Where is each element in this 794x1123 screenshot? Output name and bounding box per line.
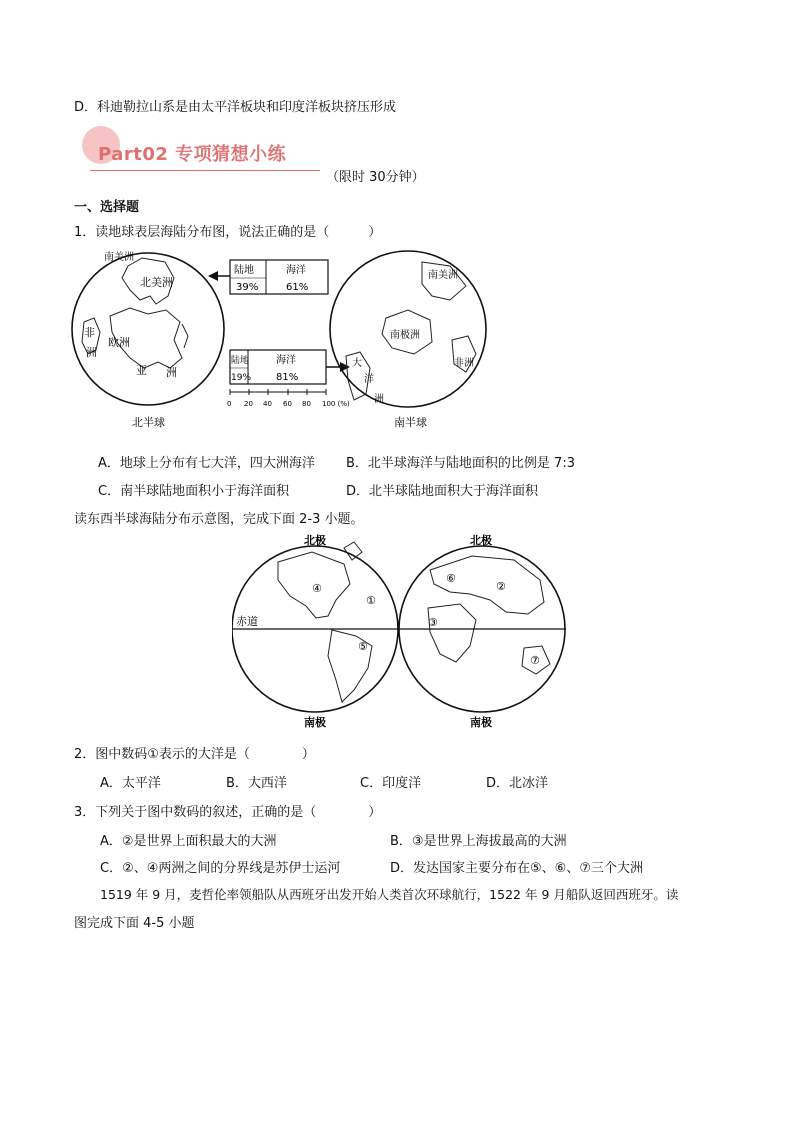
scale-tick-40: 40 bbox=[263, 400, 272, 408]
north-land-ocean-box bbox=[230, 260, 328, 294]
south-label-oceania-3: 洲 bbox=[374, 394, 384, 405]
q2-option-a[interactable]: A．太平洋 bbox=[100, 776, 161, 791]
q2-option-c[interactable]: C．印度洋 bbox=[360, 776, 422, 791]
equator-label: 赤道 bbox=[236, 615, 258, 628]
percent-scale bbox=[227, 389, 350, 408]
q3-option-d[interactable]: D．发达国家主要分布在⑤、⑥、⑦三个大洲 bbox=[390, 861, 643, 876]
north-label-asia-2: 洲 bbox=[166, 366, 177, 379]
north-label-asia-1: 亚 bbox=[136, 364, 147, 377]
part-underline bbox=[90, 170, 320, 171]
marker-5: ⑤ bbox=[358, 640, 368, 653]
q3-option-b[interactable]: B．③是世界上海拔最高的大洲 bbox=[390, 834, 567, 849]
south-box-ocean-value: 81% bbox=[276, 372, 299, 383]
marker-4: ④ bbox=[312, 582, 322, 595]
north-label-north-america: 北美洲 bbox=[140, 276, 173, 289]
north-box-ocean-label: 海洋 bbox=[286, 265, 306, 276]
intro-q4-q5-line1: 1519 年 9 月，麦哲伦率领船队从西班牙出发开始人类首次环球航行，1522 年 9 月船队返回西班牙。读 bbox=[100, 887, 679, 902]
q3-option-a[interactable]: A．②是世界上面积最大的大洲 bbox=[100, 834, 277, 849]
north-label-africa-1: 非 bbox=[84, 326, 95, 339]
q1-option-b[interactable]: B．北半球海洋与陆地面积的比例是 7:3 bbox=[346, 456, 575, 471]
scale-tick-60: 60 bbox=[283, 400, 292, 408]
previous-option-d: D．科迪勒拉山系是由太平洋板块和印度洋板块挤压形成 bbox=[74, 100, 397, 115]
q1-stem: 1．读地球表层海陆分布图，说法正确的是（ ） bbox=[74, 225, 382, 240]
south-label-antarctica: 南极洲 bbox=[390, 330, 420, 341]
north-box-land-label: 陆地 bbox=[234, 265, 254, 276]
marker-1: ① bbox=[366, 594, 376, 607]
intro-q2-q3: 读东西半球海陆分布示意图，完成下面 2-3 小题。 bbox=[74, 512, 364, 527]
north-label-south-america: 南美洲 bbox=[104, 252, 134, 263]
marker-7: ⑦ bbox=[530, 654, 540, 667]
marker-6: ⑥ bbox=[446, 572, 456, 585]
south-land-ocean-box bbox=[230, 350, 326, 384]
north-hemisphere-map bbox=[72, 250, 224, 429]
east-west-hemisphere-figure bbox=[232, 530, 566, 730]
south-label-oceania-1: 大 bbox=[352, 358, 362, 369]
south-box-land-value: 19% bbox=[231, 373, 252, 383]
south-hemisphere-map bbox=[330, 251, 486, 429]
north-box-ocean-value: 61% bbox=[286, 282, 309, 293]
marker-3: ③ bbox=[428, 616, 438, 629]
time-limit: （限时 30分钟） bbox=[326, 170, 425, 185]
arrow-head-north bbox=[208, 271, 218, 281]
scale-tick-80: 80 bbox=[302, 400, 311, 408]
north-hemisphere-label: 北半球 bbox=[132, 416, 165, 429]
q2-option-b[interactable]: B．大西洋 bbox=[226, 776, 287, 791]
south-hemisphere-label: 南半球 bbox=[394, 416, 427, 429]
south-box-ocean-label: 海洋 bbox=[276, 355, 296, 366]
west-north-pole-label: 北极 bbox=[304, 534, 326, 547]
scale-tick-0: 0 bbox=[227, 400, 232, 408]
q1-option-d[interactable]: D．北半球陆地面积大于海洋面积 bbox=[346, 484, 539, 499]
scale-tick-100: 100 (%) bbox=[322, 400, 350, 408]
q1-figure-hemispheres bbox=[70, 244, 500, 434]
q2-option-d[interactable]: D．北冰洋 bbox=[486, 776, 549, 791]
q1-option-a[interactable]: A．地球上分布有七大洋，四大洲海洋 bbox=[98, 456, 315, 471]
q3-option-c[interactable]: C．②、④两洲之间的分界线是苏伊士运河 bbox=[100, 861, 341, 876]
south-box-land-label: 陆地 bbox=[231, 356, 250, 366]
north-label-africa-2: 洲 bbox=[86, 346, 97, 359]
q1-option-c[interactable]: C．南半球陆地面积小于海洋面积 bbox=[98, 484, 290, 499]
north-label-europe: 欧洲 bbox=[108, 336, 130, 349]
q3-stem: 3．下列关于图中数码的叙述，正确的是（ ） bbox=[74, 805, 382, 820]
north-box-land-value: 39% bbox=[236, 282, 259, 293]
part-title: Part02 专项猜想小练 bbox=[98, 144, 287, 165]
scale-tick-20: 20 bbox=[244, 400, 253, 408]
south-label-africa: 非洲 bbox=[454, 358, 474, 369]
q2-stem: 2．图中数码①表示的大洋是（ ） bbox=[74, 747, 315, 762]
section-heading: 一、选择题 bbox=[74, 200, 140, 215]
marker-2: ② bbox=[496, 580, 506, 593]
south-label-oceania-2: 洋 bbox=[364, 374, 374, 385]
east-south-pole-label: 南极 bbox=[470, 716, 492, 729]
south-label-south-america: 南美洲 bbox=[428, 270, 458, 281]
east-north-pole-label: 北极 bbox=[470, 534, 492, 547]
west-south-pole-label: 南极 bbox=[304, 716, 326, 729]
intro-q4-q5-line2: 图完成下面 4-5 小题 bbox=[74, 916, 195, 931]
